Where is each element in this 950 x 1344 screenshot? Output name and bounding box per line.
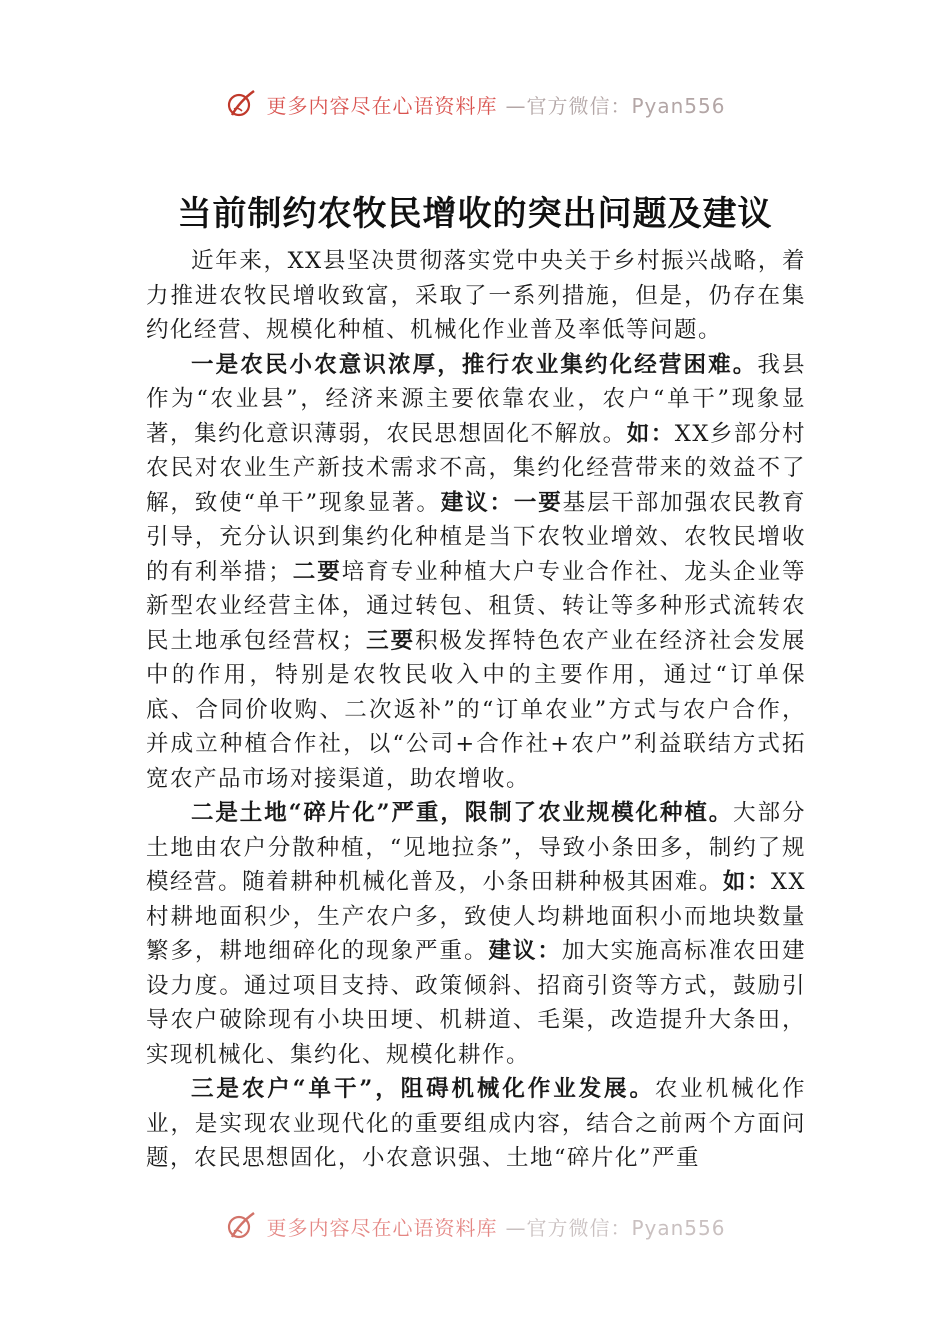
point-label: 三要 bbox=[365, 627, 416, 654]
paragraph-text: 加大实施高标准农田建设力度。通过项目支持、政策倾斜、招商引资等方式，鼓励引导农户破除现有小块田埂、机耕道、毛渠，改造提升大条田，实现机械化、集约化、规模化耕作。 bbox=[146, 938, 806, 1068]
watermark-text-gray: —官方微信：Pyan556 bbox=[505, 93, 726, 118]
suggestion-label: 建议： bbox=[440, 489, 514, 516]
document-body bbox=[146, 244, 806, 1176]
paragraph-text: XX村耕地面积少，生产农户多，致使人均耕地面积小而地块数量繁多，耕地细碎化的现象严重。 bbox=[146, 869, 806, 964]
point-label: 二要 bbox=[292, 558, 342, 585]
paragraph-text: 农业机械化作业，是实现农业现代化的重要组成内容，结合之前两个方面问题，农民思想固化，小农意识强、土地“碎片化”严重 bbox=[146, 1076, 806, 1171]
watermark-banner-top bbox=[0, 84, 950, 124]
paragraph-three bbox=[146, 1072, 806, 1176]
intro-paragraph: 近年来，XX县坚决贯彻落实党中央关于乡村振兴战略，着力推进农牧民增收致富，采取了一系列措施，但是，仍存在集约化经营、规模化种植、机械化作业普及率低等问题。 bbox=[146, 248, 806, 343]
section-heading: 三是农户“单干”，阻碍机械化作业发展。 bbox=[191, 1076, 655, 1102]
watermark-text-red: 更多内容尽在心语资料库 bbox=[266, 1215, 498, 1240]
section-heading: 二是土地“碎片化”严重，限制了农业规模化种植。 bbox=[191, 800, 734, 826]
paragraph-text: XX乡部分村农民对农业生产新技术需求不高，集约化经营带来的效益不了解，致使“单干”现象显著。 bbox=[146, 420, 806, 516]
section-heading: 一是农民小农意识浓厚，推行农业集约化经营困难。 bbox=[191, 351, 758, 378]
example-label: 如： bbox=[626, 420, 675, 447]
paragraph-two bbox=[146, 796, 806, 1072]
watermark-banner-bottom bbox=[0, 1206, 950, 1246]
paragraph-text: 大部分土地由农户分散种植，“见地拉条”，导致小条田多，制约了规模经营。随着耕种机械化普及，小条田耕种极其困难。 bbox=[146, 800, 806, 895]
paragraph-one bbox=[146, 348, 806, 797]
paragraph-text: 积极发挥特色农产业在经济社会发展中的作用，特别是农牧民收入中的主要作用，通过“订单保底、合同价收购、二次返补”的“订单农业”方式与农户合作，并成立种植合作社，以“公司+合作社+农户”利益联结方式拓宽农产品市场对接渠道，助农增收。 bbox=[146, 627, 806, 792]
document-title: 当前制约农牧民增收的突出问题及建议 bbox=[177, 194, 773, 234]
brush-logo-icon bbox=[224, 87, 258, 121]
paragraph-text: 我县作为“农业县”，经济来源主要依靠农业，农户“单干”现象显著，集约化意识薄弱，农民思想固化不解放。 bbox=[146, 351, 806, 447]
point-label: 一要 bbox=[513, 489, 563, 516]
suggestion-label: 建议： bbox=[488, 938, 562, 964]
watermark-text-gray: —官方微信：Pyan556 bbox=[505, 1215, 726, 1240]
paragraph-text: 培育专业种植大户专业合作社、龙头企业等新型农业经营主体，通过转包、租赁、转让等多种形式流转农民土地承包经营权； bbox=[146, 558, 806, 654]
watermark-text-red: 更多内容尽在心语资料库 bbox=[266, 93, 498, 118]
paragraph-text: 基层干部加强农民教育引导，充分认识到集约化种植是当下农牧业增效、农牧民增收的有利举措； bbox=[146, 489, 806, 585]
brush-logo-icon bbox=[224, 1209, 258, 1243]
example-label: 如： bbox=[722, 869, 771, 895]
